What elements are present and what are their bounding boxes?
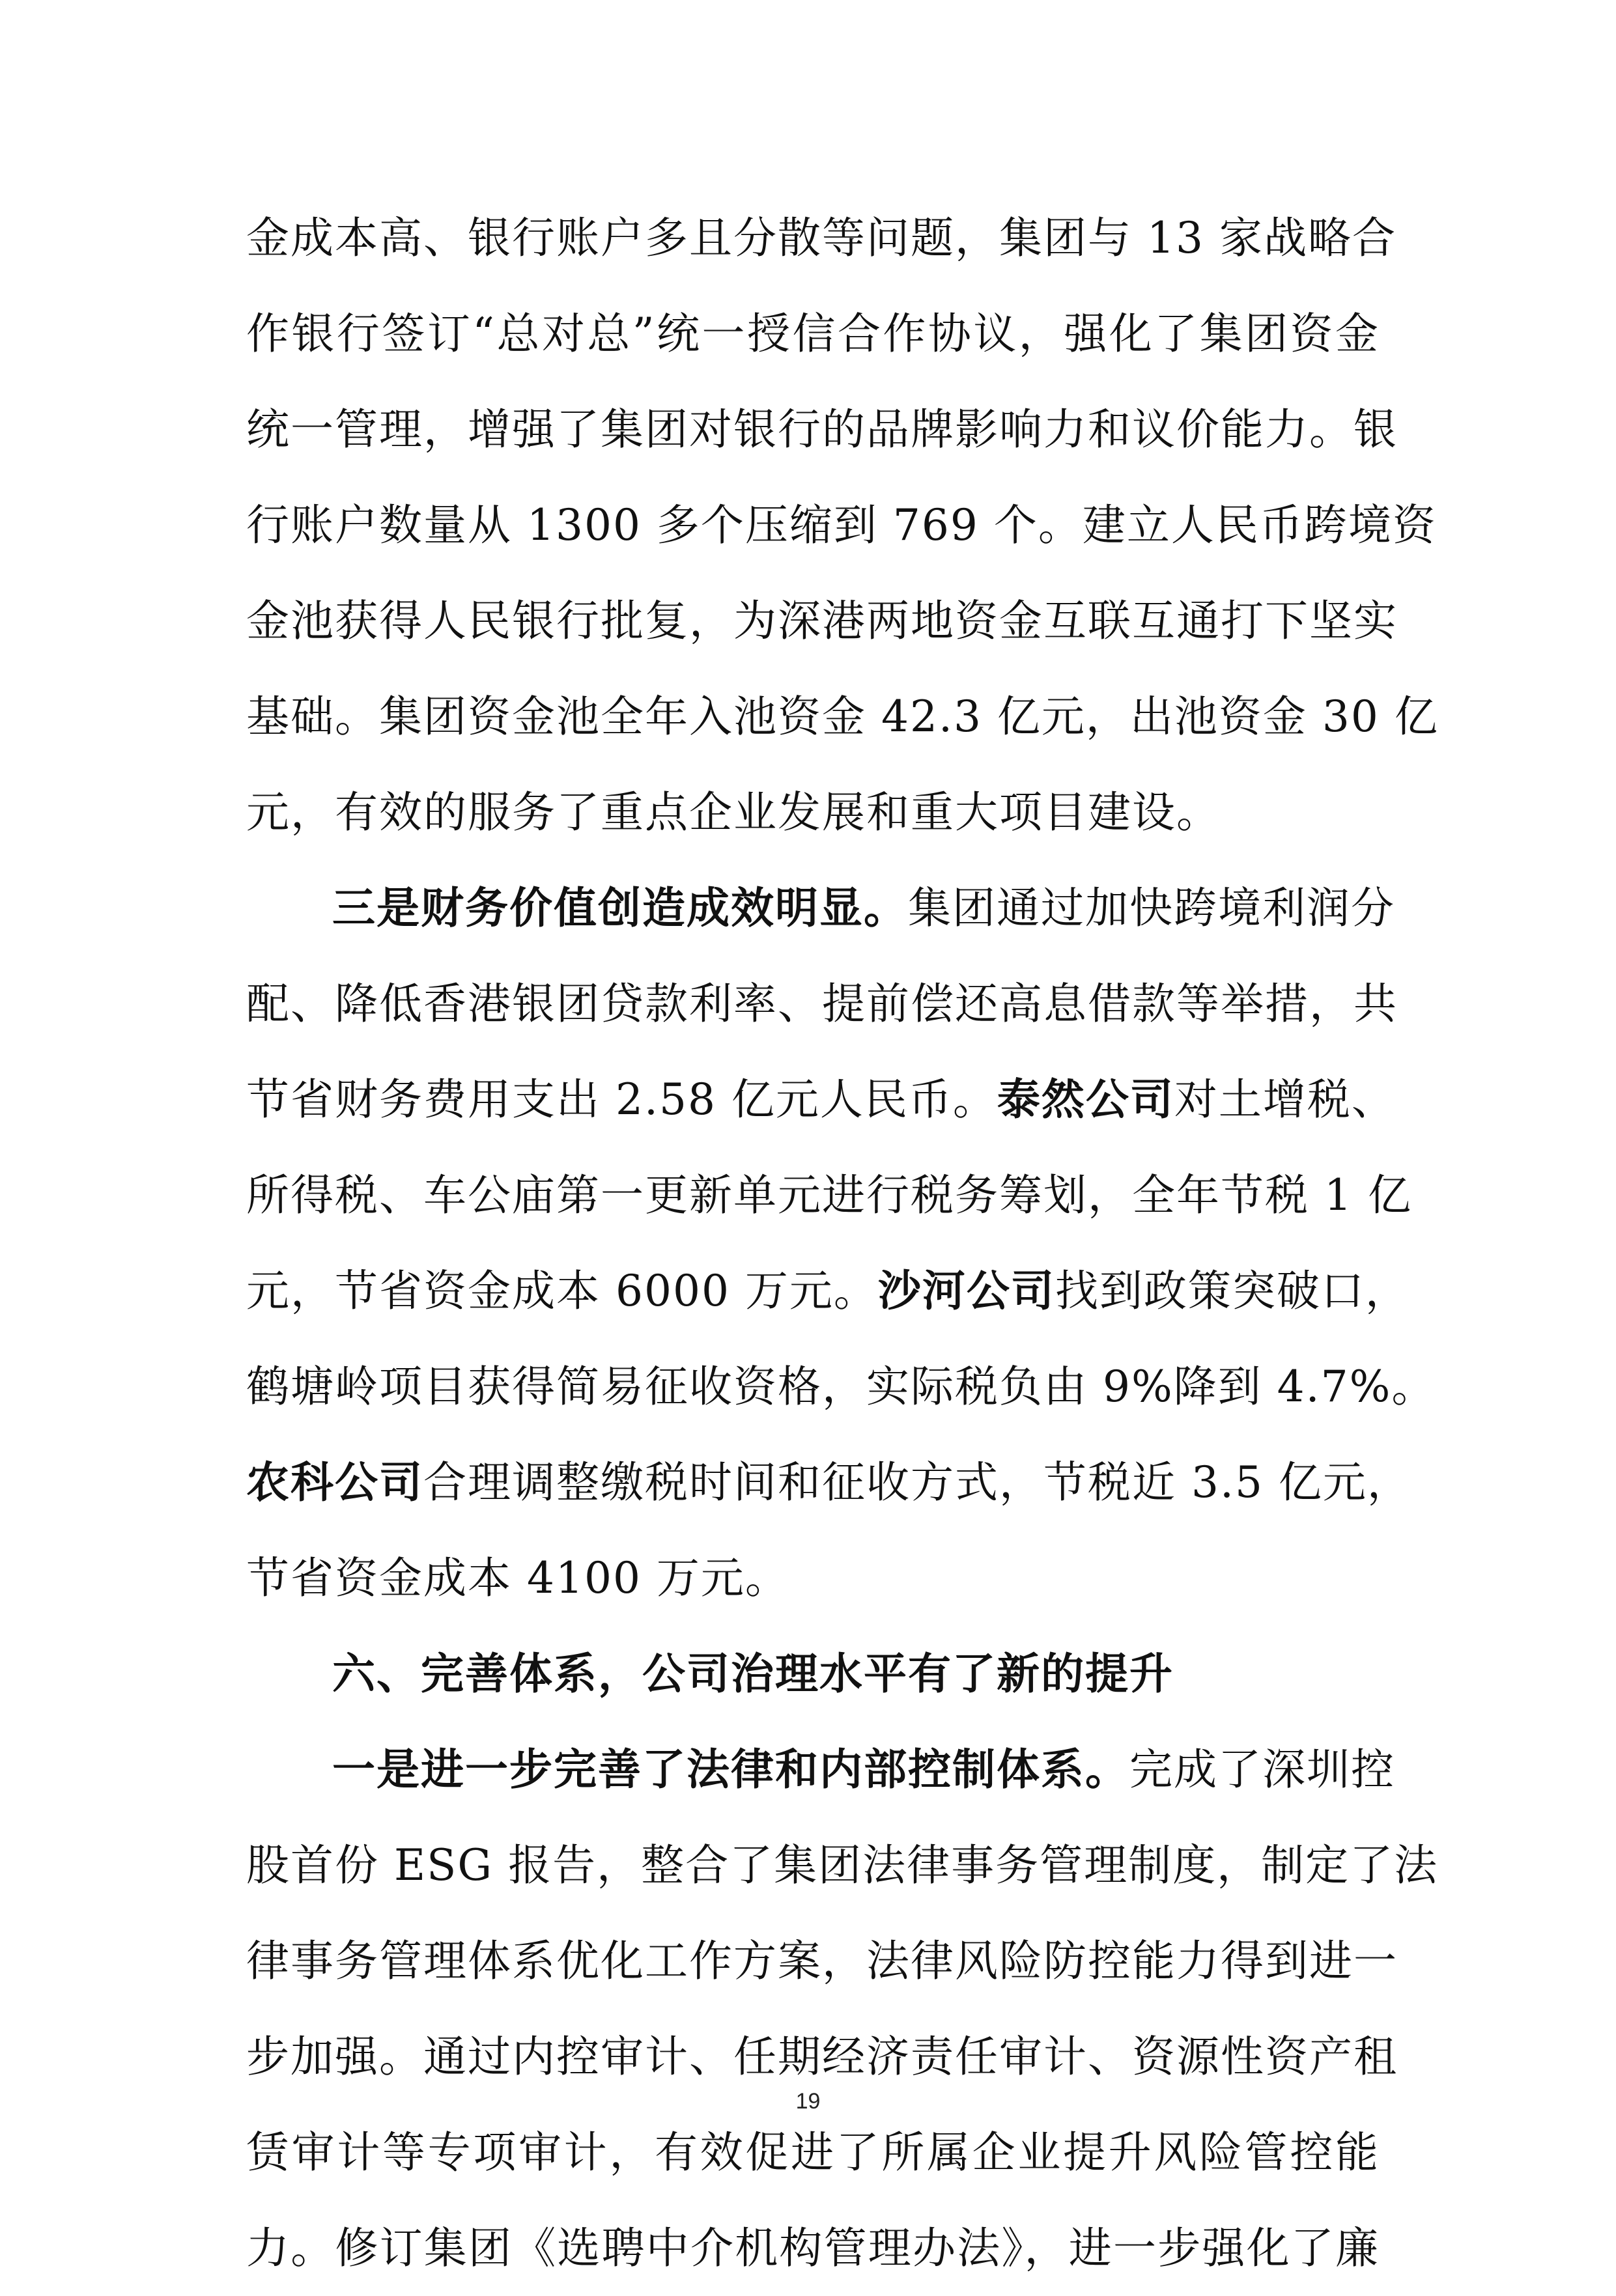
paragraph-text: 合理调整缴税时间和征收方式，节税近 3.5 亿元，	[423, 1457, 1411, 1507]
paragraph-line: 鹤塘岭项目获得简易征收资格，实际税负由 9%降到 4.7%。	[246, 1362, 1436, 1412]
company-name-bold: 农科公司	[246, 1457, 423, 1507]
paragraph-line: 基础。集团资金池全年入池资金 42.3 亿元，出池资金 30 亿	[246, 692, 1439, 742]
section-heading: 六、完善体系，公司治理水平有了新的提升	[332, 1649, 1174, 1699]
paragraph-text: 集团通过加快跨境利润分	[908, 883, 1395, 933]
paragraph-line: 力。修订集团《选聘中介机构管理办法》，进一步强化了廉	[246, 2223, 1380, 2273]
paragraph-text: 节省财务费用支出 2.58 亿元人民币。	[246, 1074, 997, 1125]
paragraph-line	[246, 1722, 1395, 1817]
paragraph-line	[246, 860, 1395, 956]
paragraph-line	[246, 1435, 1411, 1530]
paragraph-line: 统一管理，增强了集团对银行的品牌影响力和议价能力。银	[246, 404, 1398, 455]
paragraph-line: 律事务管理体系优化工作方案，法律风险防控能力得到进一	[246, 1936, 1398, 1986]
paragraph-line: 步加强。通过内控审计、任期经济责任审计、资源性资产租	[246, 2032, 1398, 2082]
paragraph-lead-bold: 一是进一步完善了法律和内部控制体系。	[332, 1744, 1129, 1795]
paragraph-line: 所得税、车公庙第一更新单元进行税务筹划，全年节税 1 亿	[246, 1170, 1412, 1220]
paragraph-line: 节省资金成本 4100 万元。	[246, 1553, 789, 1603]
paragraph-text: 元，节省资金成本 6000 万元。	[246, 1266, 878, 1316]
paragraph-line: 元，有效的服务了重点企业发展和重大项目建设。	[246, 787, 1221, 837]
company-name-bold: 泰然公司	[997, 1074, 1174, 1125]
paragraph-line: 金池获得人民银行批复，为深港两地资金互联互通打下坚实	[246, 596, 1398, 646]
paragraph-line: 作银行签订“总对总”统一授信合作协议，强化了集团资金	[246, 309, 1380, 359]
paragraph-text: 对土增税、	[1174, 1074, 1396, 1125]
company-name-bold: 沙河公司	[877, 1266, 1055, 1316]
paragraph-line: 配、降低香港银团贷款利率、提前偿还高息借款等举措，共	[246, 979, 1398, 1029]
page-number: 19	[795, 2089, 821, 2114]
paragraph-line: 股首份 ESG 报告，整合了集团法律事务管理制度，制定了法	[246, 1840, 1439, 1890]
paragraph-line: 金成本高、银行账户多且分散等问题，集团与 13 家战略合	[246, 213, 1396, 263]
paragraph-line	[246, 1052, 1396, 1147]
body-text	[246, 190, 1439, 2296]
paragraph-text: 完成了深圳控	[1129, 1744, 1395, 1795]
paragraph-line: 赁审计等专项审计，有效促进了所属企业提升风险管控能	[246, 2127, 1380, 2177]
paragraph-line	[246, 1243, 1410, 1339]
paragraph-line: 行账户数量从 1300 多个压缩到 769 个。建立人民币跨境资	[246, 500, 1437, 550]
paragraph-lead-bold: 三是财务价值创造成效明显。	[332, 883, 908, 933]
paragraph-text: 找到政策突破口，	[1055, 1266, 1410, 1316]
